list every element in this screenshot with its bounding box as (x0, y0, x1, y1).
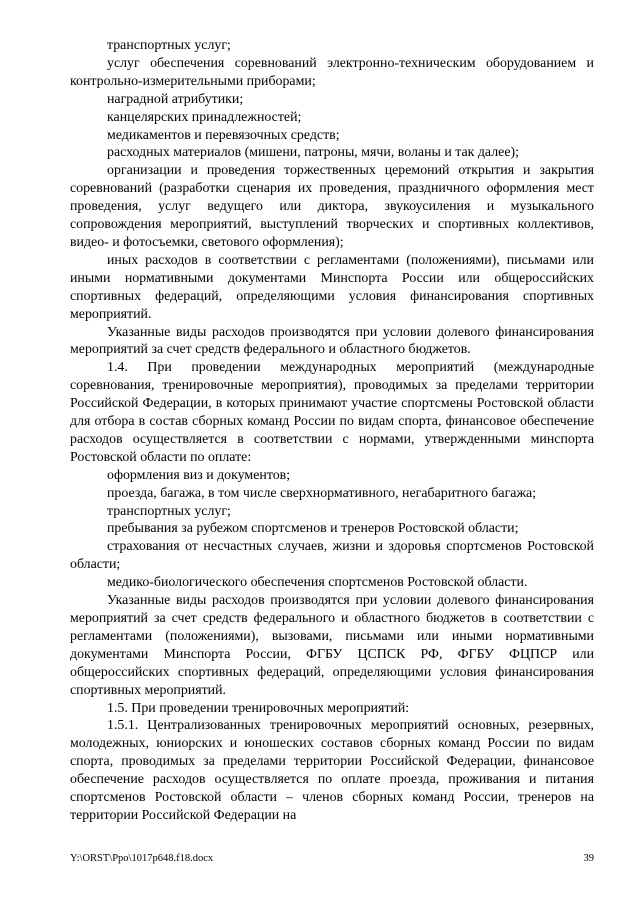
paragraph: пребывания за рубежом спортсменов и тренеров Ростовской области; (107, 521, 519, 537)
paragraph: оформления виз и документов; (107, 467, 291, 483)
paragraph: канцелярских принадлежностей; (107, 109, 302, 125)
document-body (70, 37, 594, 825)
paragraph: проезда, багажа, в том числе сверхнормативного, негабаритного багажа; (107, 485, 537, 501)
footer-file-path: Y:\ORST\Ppo\1017p648.f18.docx (70, 853, 214, 864)
paragraph: 1.5. При проведении тренировочных мероприятий: (107, 700, 410, 716)
paragraph: иных расходов в соответствии с регламентами (положениями), письмами или иными нормативными документами Минспорта России или общероссийских спортивных федераций, определяющими условия финансирования спортивных мероприятий. (70, 252, 594, 322)
paragraph: Указанные виды расходов производятся при условии долевого финансирования мероприятий за счет средств федерального и областного бюджетов. (70, 324, 594, 358)
page-footer (70, 853, 594, 865)
paragraph: 1.5.1. Централизованных тренировочных мероприятий основных, резервных, молодежных, юниорских и юношеских составов сборных команд России по видам спорта, проводимых за пределами территории Российской Федерации, финансовое обеспечение расходов осуществляется по оплате проезда, проживания и питания спортсменов Ростовской области – членов сборных команд России, тренеров на территории Российской Федерации на (70, 718, 594, 823)
paragraph: услуг обеспечения соревнований электронно-техническим оборудованием и контрольно-измерительными приборами; (70, 55, 594, 89)
paragraph: организации и проведения торжественных церемоний открытия и закрытия соревнований (разработки сценария их проведения, праздничного оформления мест проведения, услуг ведущего или диктора, звукоусиления и музыкального сопровождения мероприятий, выступлений творческих и спортивных коллективов, видео- и фотосъемки, светового оформления); (70, 163, 594, 250)
paragraph: расходных материалов (мишени, патроны, мячи, воланы и так далее); (107, 145, 519, 161)
paragraph: страхования от несчастных случаев, жизни и здоровья спортсменов Ростовской области; (70, 539, 594, 573)
page-number: 39 (583, 853, 594, 864)
paragraph: транспортных услуг; (107, 38, 231, 53)
paragraph: транспортных услуг; (107, 503, 231, 519)
paragraph: Указанные виды расходов производятся при условии долевого финансирования мероприятий за счет средств федерального и областного бюджетов в соответствии с регламентами (положениями), вызовами, письмами или иными нормативными документами Минспорта России, ФГБУ ЦСПСК РФ, ФГБУ ФЦПСР или общероссийских спортивных федераций, определяющими условия финансирования спортивных мероприятий. (70, 593, 594, 698)
paragraph: медико-биологического обеспечения спортсменов Ростовской области. (107, 575, 528, 591)
paragraph: наградной атрибутики; (107, 91, 244, 107)
paragraph: 1.4. При проведении международных мероприятий (международные соревнования, тренировочные мероприятия), проводимых за пределами территории Российской Федерации, в которых принимают участие спортсмены Ростовской области для отбора в состав сборных команд России по видам спорта, финансовое обеспечение расходов осуществляется в соответствии с нормами, утвержденными минспорта Ростовской области по оплате: (70, 360, 594, 465)
paragraph: медикаментов и перевязочных средств; (107, 127, 340, 143)
